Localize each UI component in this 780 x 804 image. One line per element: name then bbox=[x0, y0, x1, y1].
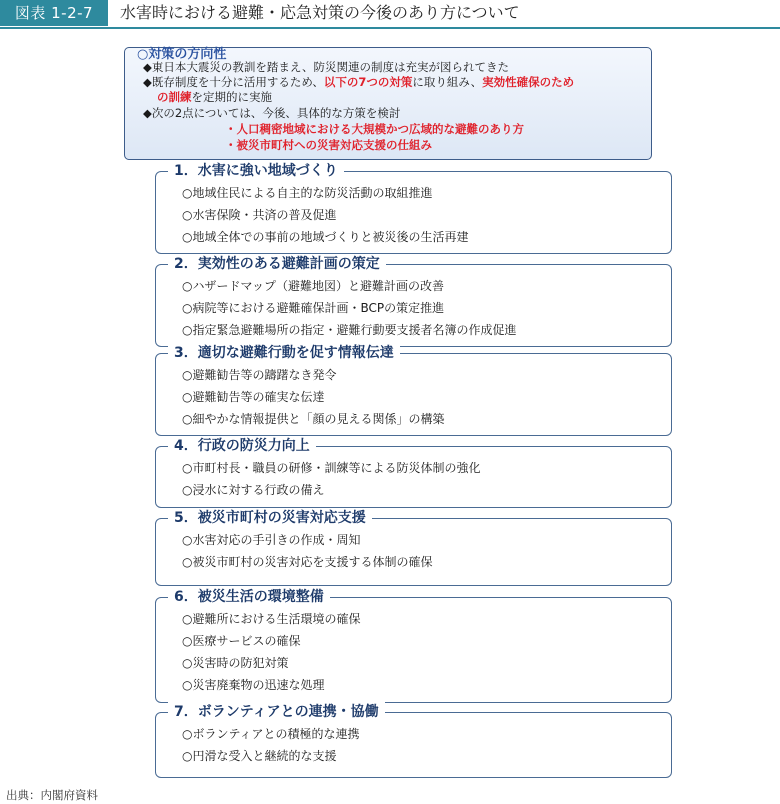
policy-text: ◆次の2点については、今後、具体的な方策を検討 bbox=[143, 106, 401, 120]
figure-header bbox=[0, 0, 780, 29]
section-title: 2．実効性のある避難計画の策定 bbox=[168, 254, 386, 274]
measure-section bbox=[155, 704, 672, 778]
section-title: 5．被災市町村の災害対応支援 bbox=[168, 508, 372, 528]
section-item: ○ハザードマップ（避難地図）と避難計画の改善 bbox=[182, 279, 444, 293]
policy-text: に取り組み、 bbox=[412, 75, 483, 89]
policy-text: ◆既存制度を十分に活用するため、 bbox=[143, 75, 324, 89]
highlight-text: の訓練 bbox=[157, 90, 192, 104]
section-title: 1．水害に強い地域づくり bbox=[168, 161, 344, 181]
policy-line bbox=[225, 121, 524, 137]
section-item: ○災害時の防犯対策 bbox=[182, 656, 289, 670]
section-item: ○指定緊急避難場所の指定・避難行動要支援者名簿の作成促進 bbox=[182, 323, 517, 337]
measure-section bbox=[155, 438, 672, 508]
policy-text: ◆東日本大震災の教訓を踏まえ、防災関連の制度は充実が図られてきた bbox=[143, 60, 510, 74]
source-note: 出典：内閣府資料 bbox=[6, 788, 98, 802]
section-item: ○細やかな情報提供と「顔の見える関係」の構築 bbox=[182, 412, 445, 426]
section-item: ○避難勧告等の躊躇なき発令 bbox=[182, 368, 337, 382]
policy-line bbox=[157, 89, 272, 105]
measure-section bbox=[155, 256, 672, 347]
policy-title: ○対策の方向性 bbox=[137, 47, 227, 62]
policy-line bbox=[143, 59, 509, 75]
section-item: ○避難所における生活環境の確保 bbox=[182, 612, 361, 626]
section-item: ○避難勧告等の確実な伝達 bbox=[182, 390, 325, 404]
section-item: ○地域住民による自主的な防災活動の取組推進 bbox=[182, 186, 433, 200]
section-item: ○円滑な受入と継続的な支援 bbox=[182, 749, 337, 763]
section-item: ○災害廃棄物の迅速な処理 bbox=[182, 678, 325, 692]
policy-text: を定期的に実施 bbox=[191, 90, 272, 104]
policy-line bbox=[143, 105, 400, 121]
highlight-text: ・被災市町村への災害対応支援の仕組み bbox=[225, 138, 432, 152]
section-item: ○病院等における避難確保計画・BCPの策定推進 bbox=[182, 301, 445, 315]
section-title: 7．ボランティアとの連携・協働 bbox=[168, 702, 385, 722]
section-item: ○地域全体での事前の地域づくりと被災後の生活再建 bbox=[182, 230, 469, 244]
figure-label: 図表 1-2-7 bbox=[0, 0, 108, 26]
figure-title: 水害時における避難・応急対策の今後のあり方について bbox=[120, 3, 520, 22]
policy-line bbox=[143, 74, 574, 90]
section-item: ○医療サービスの確保 bbox=[182, 634, 301, 648]
header-rule bbox=[0, 27, 780, 29]
section-item: ○水害保険・共済の普及促進 bbox=[182, 208, 337, 222]
section-item: ○浸水に対する行政の備え bbox=[182, 483, 325, 497]
section-title: 4．行政の防災力向上 bbox=[168, 436, 316, 456]
measure-section bbox=[155, 589, 672, 703]
policy-direction-box bbox=[124, 47, 652, 160]
section-item: ○市町村長・職員の研修・訓練等による防災体制の強化 bbox=[182, 461, 481, 475]
section-item: ○ボランティアとの積極的な連携 bbox=[182, 727, 360, 741]
section-item: ○水害対応の手引きの作成・周知 bbox=[182, 533, 361, 547]
highlight-text: ・人口稠密地域における大規模かつ広域的な避難のあり方 bbox=[225, 122, 524, 136]
measure-section bbox=[155, 345, 672, 436]
measure-section bbox=[155, 510, 672, 586]
highlight-text: 以下の7つの対策 bbox=[323, 75, 413, 89]
measure-section bbox=[155, 163, 672, 254]
policy-line bbox=[225, 137, 432, 153]
section-item: ○被災市町村の災害対応を支援する体制の確保 bbox=[182, 555, 433, 569]
highlight-text: 実効性確保のため bbox=[482, 75, 575, 89]
section-title: 6．被災生活の環境整備 bbox=[168, 587, 330, 607]
section-title: 3．適切な避難行動を促す情報伝達 bbox=[168, 343, 400, 363]
